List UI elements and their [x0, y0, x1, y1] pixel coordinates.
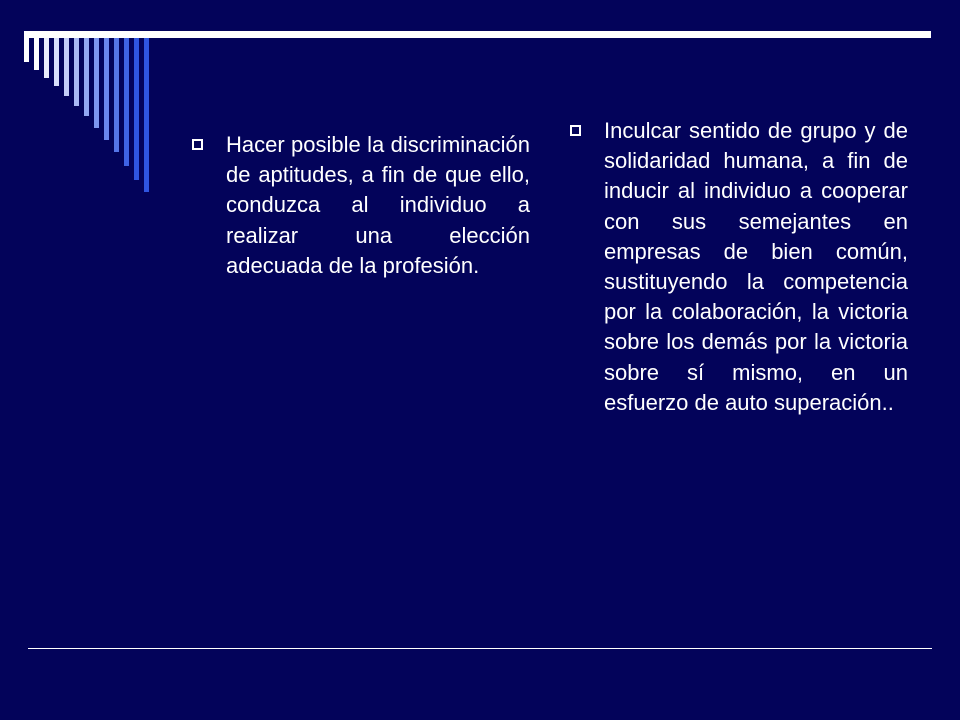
hollow-square-bullet-icon — [192, 139, 203, 150]
stripe — [84, 38, 89, 116]
right-column — [568, 116, 908, 418]
bullet-text: Hacer posible la discriminación de aptitudes, a fin de que ello, conduzca al individuo a realizar una elección adecuada de la profesión. — [226, 132, 530, 278]
bullet-item — [568, 116, 908, 418]
stripe — [144, 38, 149, 192]
stripe — [94, 38, 99, 128]
stripe — [24, 38, 29, 62]
bottom-horizontal-rule — [28, 648, 932, 649]
stripe — [34, 38, 39, 70]
stripe — [134, 38, 139, 180]
stripe — [74, 38, 79, 106]
stripe — [54, 38, 59, 86]
bullet-item — [190, 130, 530, 281]
stripe — [104, 38, 109, 140]
stripe — [64, 38, 69, 96]
top-horizontal-rule — [24, 31, 931, 38]
stripe — [114, 38, 119, 152]
hollow-square-bullet-icon — [570, 125, 581, 136]
left-column — [190, 130, 530, 281]
stripe — [124, 38, 129, 166]
bullet-text: Inculcar sentido de grupo y de solidaridad humana, a fin de inducir al individuo a cooperar con sus semejantes en empresas de bien común, sustituyendo la competencia por la colaboración, la victoria sobre los demás por la victoria sobre sí mismo, en un esfuerzo de auto superación.. — [604, 118, 908, 415]
stripe — [44, 38, 49, 78]
